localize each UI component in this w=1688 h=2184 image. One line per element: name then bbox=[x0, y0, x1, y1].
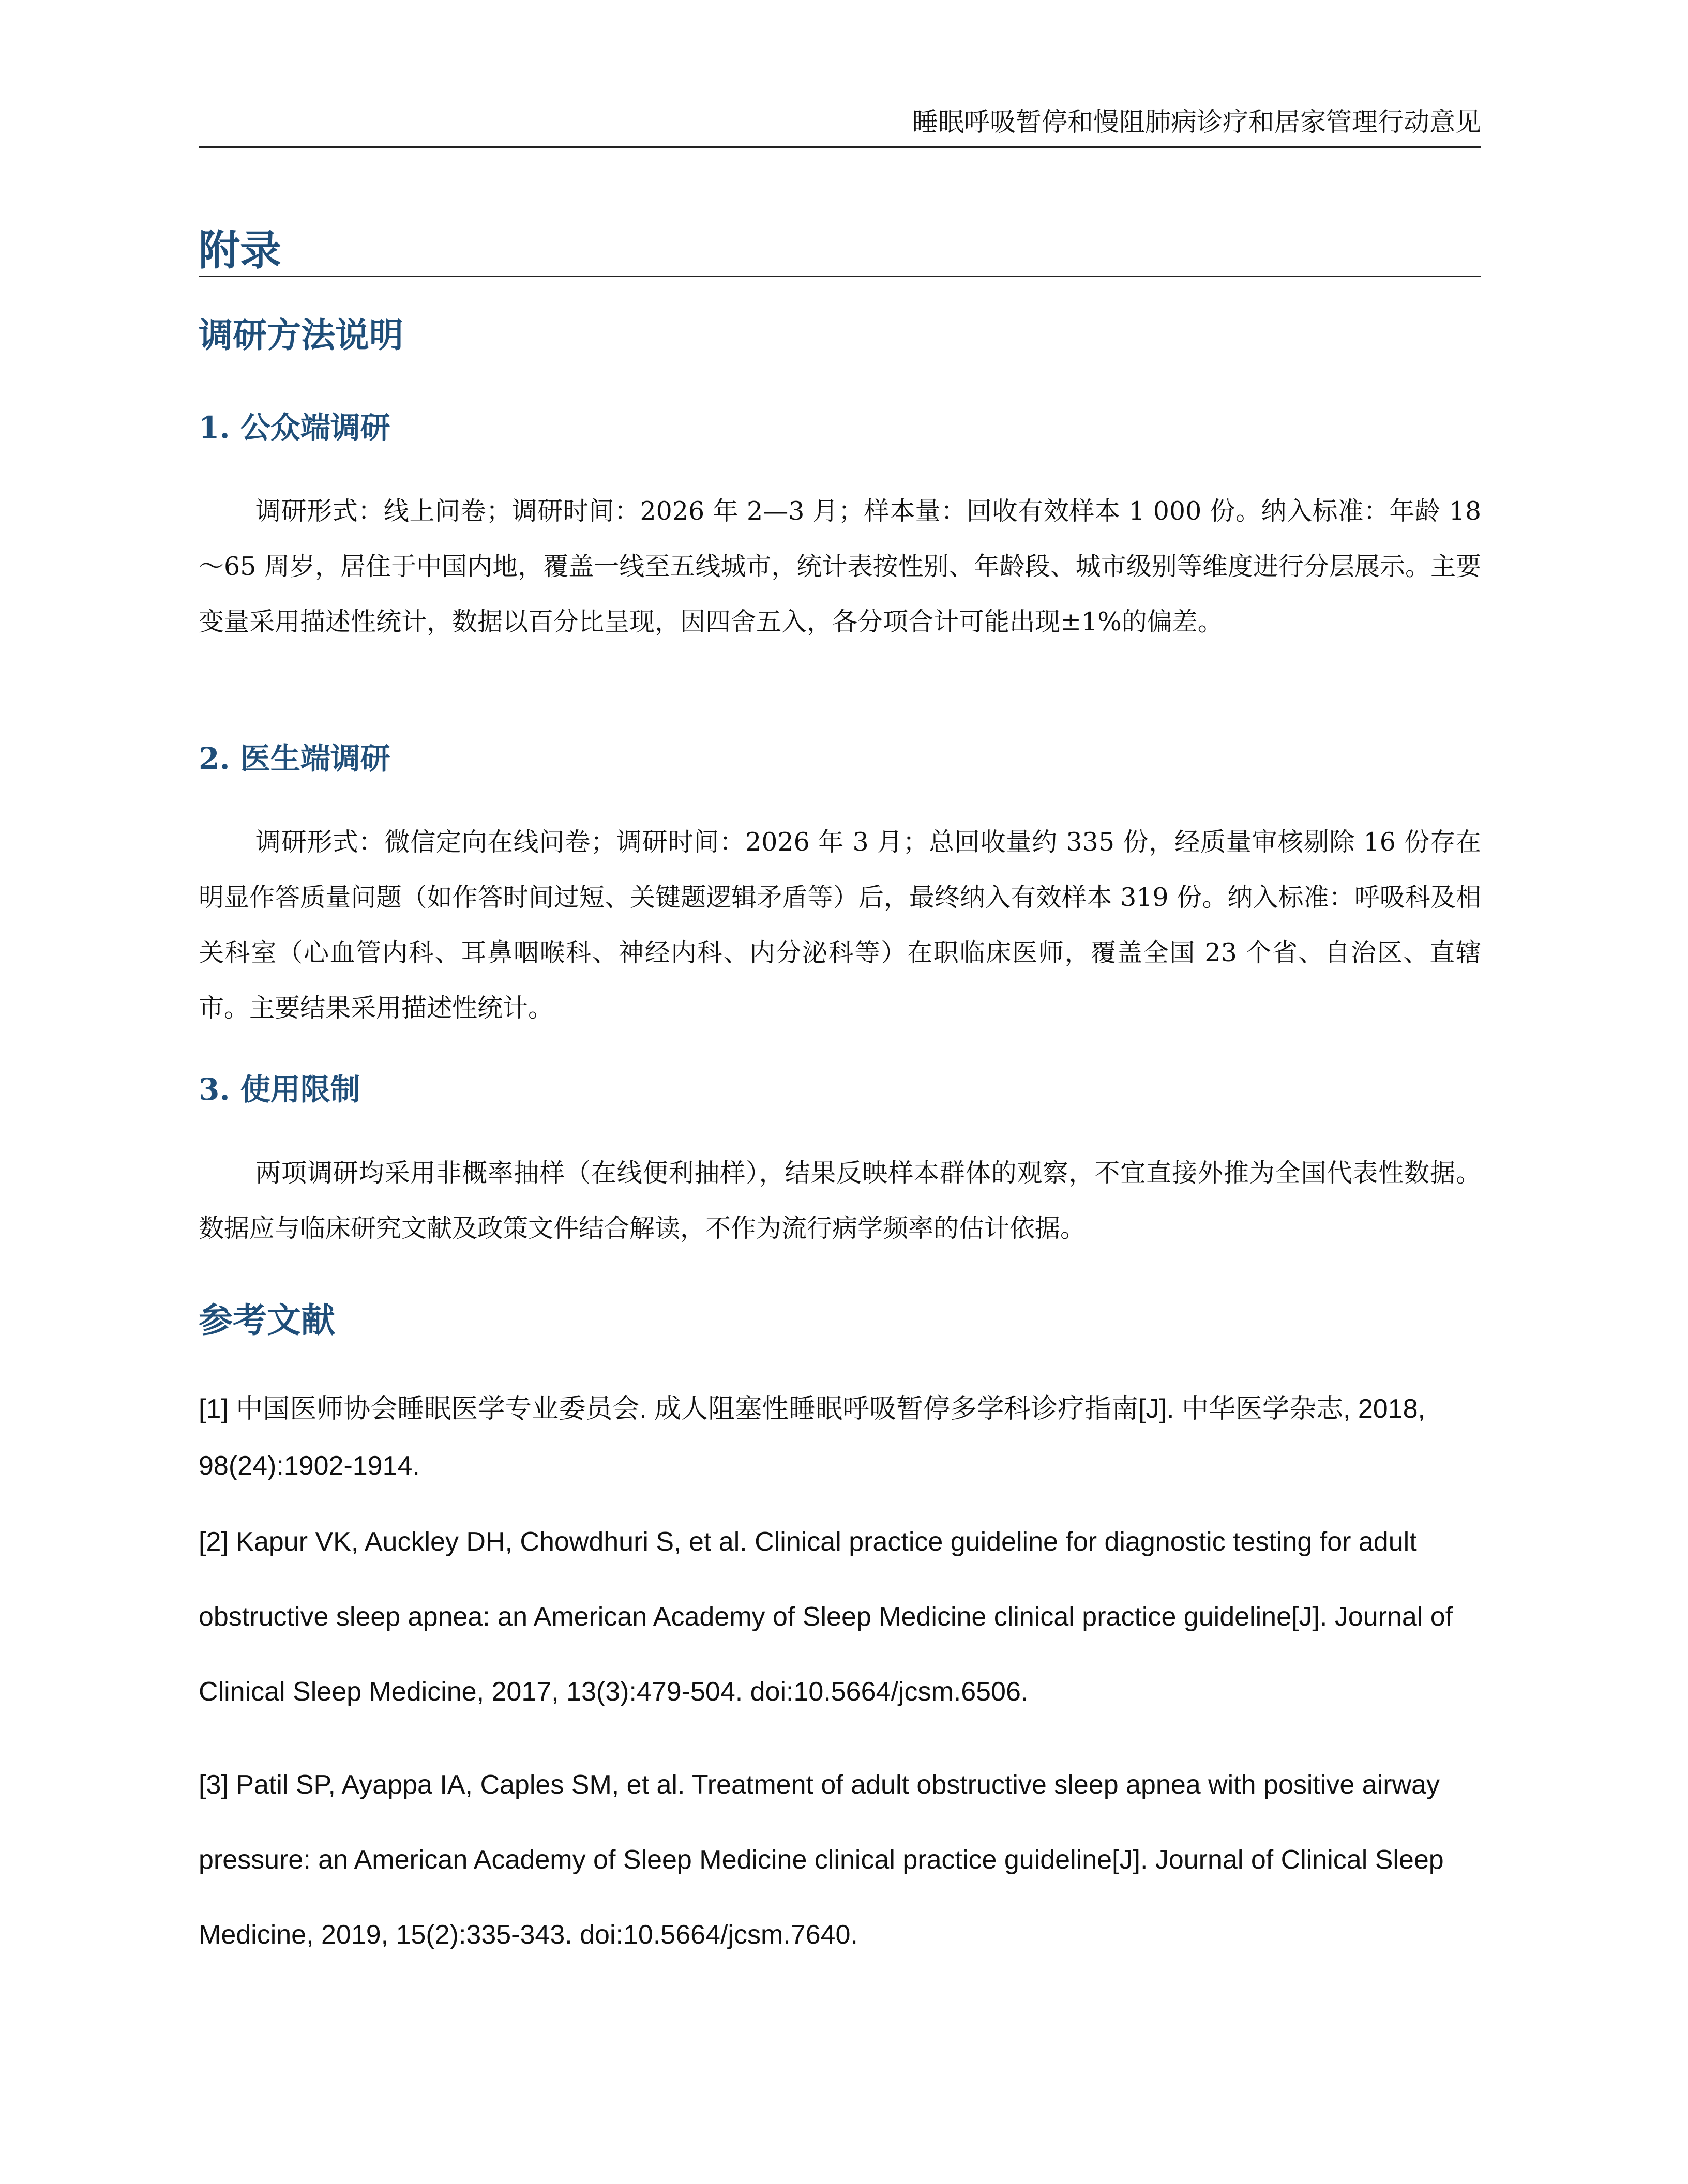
reference-item-2: [2] Kapur VK, Auckley DH, Chowdhuri S, et al. Clinical practice guideline for diagnostic testing for adult obstructive sleep apnea: an American Academy of Sleep Medicine clinical practice guideline[J]. Journal of Clinical Sleep Medicine, 2017, 13(3):479-504. doi:10.5664/jcsm.6506. bbox=[199, 1527, 1453, 1707]
appendix-divider bbox=[199, 276, 1481, 277]
limitations-title: 3. 使用限制 bbox=[199, 1072, 360, 1107]
doctor-survey-title: 2. 医生端调研 bbox=[199, 741, 390, 776]
reference-item-1: [1] 中国医师协会睡眠医学专业委员会. 成人阻塞性睡眠呼吸暂停多学科诊疗指南[J]. 中华医学杂志, 2018, 98(24):1902-1914. bbox=[199, 1394, 1425, 1481]
header-divider bbox=[199, 146, 1481, 148]
reference-item-3: [3] Patil SP, Ayappa IA, Caples SM, et al. Treatment of adult obstructive sleep apnea with positive airway pressure: an American Academy of Sleep Medicine clinical practice guideline[J]. Journal of Clinical Sleep Medicine, 2019, 15(2):335-343. doi:10.5664/jcsm.7640. bbox=[199, 1770, 1444, 1950]
limitations-paragraph: 两项调研均采用非概率抽样（在线便利抽样），结果反映样本群体的观察，不宜直接外推为全国代表性数据。数据应与临床研究文献及政策文件结合解读，不作为流行病学频率的估计依据。 bbox=[199, 1158, 1481, 1243]
public-survey-paragraph: 调研形式：线上问卷；调研时间：2026 年 2—3 月；样本量：回收有效样本 1 000 份。纳入标准：年龄 18～65 周岁，居住于中国内地，覆盖一线至五线城市，统计表按性别、年龄段、城市级别等维度进行分层展示。主要变量采用描述性统计，数据以百分比呈现，因四舍五入，各分项合计可能出现±1%的偏差。 bbox=[199, 496, 1481, 636]
public-survey-title: 1. 公众端调研 bbox=[199, 410, 390, 445]
references-section-title: 参考文献 bbox=[199, 1300, 335, 1340]
doctor-survey-paragraph: 调研形式：微信定向在线问卷；调研时间：2026 年 3 月；总回收量约 335 份，经质量审核剔除 16 份存在明显作答质量问题（如作答时间过短、关键题逻辑矛盾等）后，最终纳入有效样本 319 份。纳入标准：呼吸科及相关科室（心血管内科、耳鼻咽喉科、神经内科、内分泌科等）在职临床医师，覆盖全国 23 个省、自治区、直辖市。主要结果采用描述性统计。 bbox=[199, 827, 1481, 1023]
running-header-title: 睡眠呼吸暂停和慢阻肺病诊疗和居家管理行动意见 bbox=[912, 107, 1481, 137]
methods-section-title: 调研方法说明 bbox=[199, 315, 403, 355]
appendix-title: 附录 bbox=[199, 226, 281, 275]
